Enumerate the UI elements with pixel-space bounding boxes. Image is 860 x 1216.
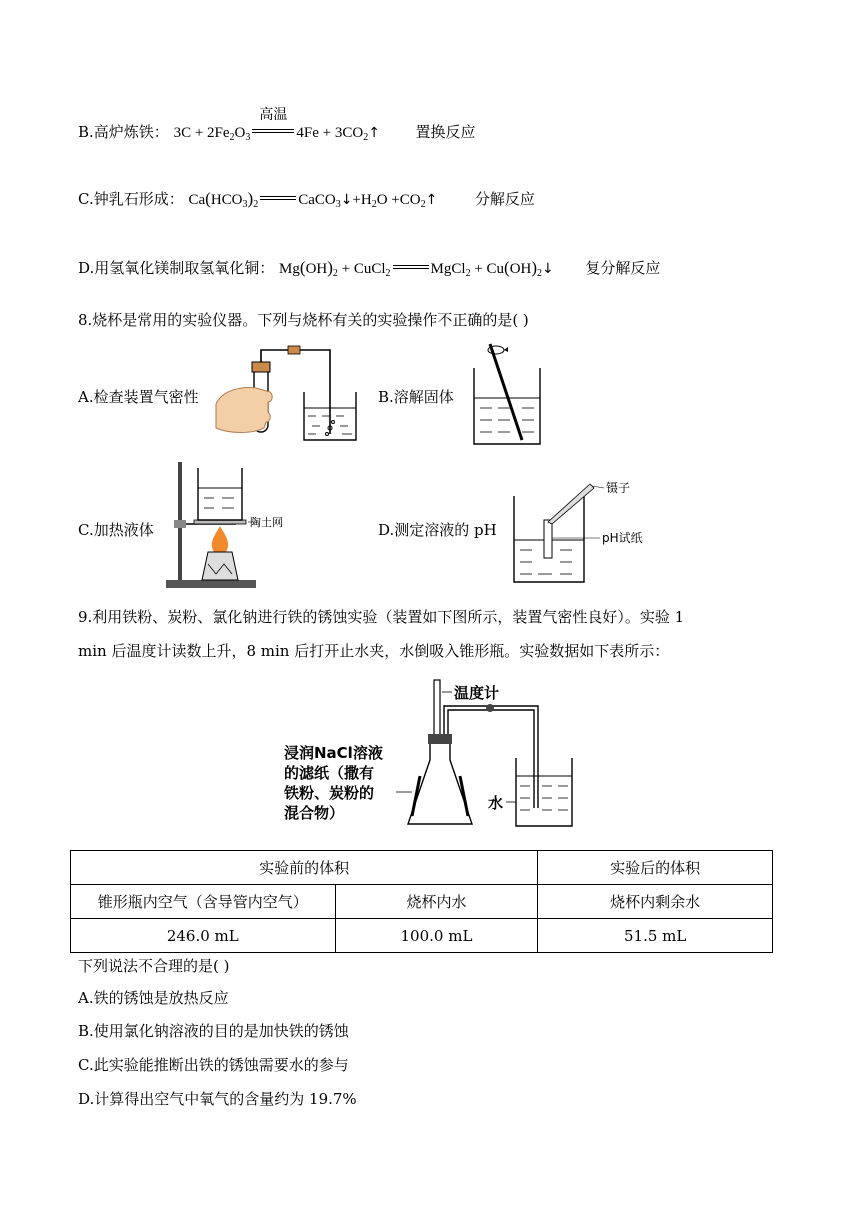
q7-c-equation: $Ca(HCO_3)_2$ $CaCO_3↓+H_2O$ $+CO_2↑$ bbox=[188, 189, 438, 210]
q9-data-table bbox=[70, 850, 773, 953]
q8-c-figure bbox=[162, 460, 302, 592]
q7-option-d bbox=[78, 258, 660, 284]
q9-option-d: D.计算得出空气中氧气的含量约为 19.7% bbox=[78, 1090, 357, 1108]
q7-b-type: 置换反应 bbox=[415, 123, 476, 141]
q9-paper-label-4: 混合物） bbox=[284, 804, 345, 822]
q8-d-figure bbox=[508, 474, 668, 586]
q7-d-label: D.用氢氧化镁制取氢氧化铜： bbox=[78, 259, 275, 277]
q9-water-label: 水 bbox=[488, 794, 504, 812]
q9-paper-label-3: 铁粉、炭粉的 bbox=[284, 784, 375, 802]
q7-option-b bbox=[78, 107, 476, 148]
table-row bbox=[71, 851, 773, 885]
q8-stem: 8.烧杯是常用的实验仪器。下列与烧杯有关的实验操作不正确的是( ) bbox=[78, 311, 529, 329]
q9-col-beaker-water: 烧杯内水 bbox=[335, 885, 538, 919]
q7-b-label: B.高炉炼铁： bbox=[78, 123, 169, 141]
q7-d-equation: $Mg(OH)_2$ + CuCl$_2$ MgCl$_2$ + $Cu(OH)_2↓$ bbox=[279, 258, 554, 279]
q8-d-tweezers-label: 镊子 bbox=[606, 481, 631, 495]
q9-stem-2: min 后温度计读数上升，8 min 后打开止水夹，水倒吸入锥形瓶。实验数据如下表所示： bbox=[78, 642, 670, 660]
q7-d-type: 复分解反应 bbox=[585, 259, 661, 277]
table-row bbox=[71, 919, 773, 953]
q9-paper-label-1: 浸润NaCl溶液 bbox=[284, 744, 383, 762]
q9-apparatus-figure bbox=[284, 676, 604, 834]
q9-option-b: B.使用氯化钠溶液的目的是加快铁的锈蚀 bbox=[78, 1022, 349, 1040]
q9-option-a: A.铁的锈蚀是放热反应 bbox=[78, 989, 229, 1007]
q8-option-b: B.溶解固体 bbox=[378, 388, 454, 406]
table-row bbox=[71, 885, 773, 919]
q8-d-paper-label: pH试纸 bbox=[602, 531, 643, 545]
q9-option-c: C.此实验能推断出铁的锈蚀需要水的参与 bbox=[78, 1056, 349, 1074]
q7-b-condition: 高温 bbox=[259, 107, 288, 123]
q7-c-type: 分解反应 bbox=[474, 190, 535, 208]
q8-a-figure bbox=[212, 342, 372, 446]
q9-value-remaining-water: 51.5 mL bbox=[538, 919, 773, 953]
q7-option-c bbox=[78, 189, 535, 215]
q9-col-remaining-water: 烧杯内剩余水 bbox=[538, 885, 773, 919]
q9-header-after: 实验后的体积 bbox=[538, 851, 773, 885]
q8-c-net-label: 陶土网 bbox=[250, 516, 283, 529]
q9-stem-1: 9.利用铁粉、炭粉、氯化钠进行铁的锈蚀实验（装置如下图所示，装置气密性良好）。实验 1 bbox=[78, 608, 685, 626]
q9-paper-label-2: 的滤纸（撒有 bbox=[284, 764, 375, 782]
q9-col-flask-air: 锥形瓶内空气（含导管内空气） bbox=[71, 885, 336, 919]
q7-b-equation: $3C + 2Fe_2O_3$ 高温 $4Fe + 3CO_2↑$ bbox=[173, 107, 380, 143]
q9-ask: 下列说法不合理的是( ) bbox=[78, 957, 230, 975]
q8-b-figure bbox=[468, 340, 548, 448]
q9-thermometer-label: 温度计 bbox=[454, 684, 500, 702]
q8-option-d: D.测定溶液的 pH bbox=[378, 521, 497, 539]
q8-option-a: A.检查装置气密性 bbox=[78, 388, 199, 406]
q9-value-flask-air: 246.0 mL bbox=[71, 919, 336, 953]
q9-header-before: 实验前的体积 bbox=[71, 851, 538, 885]
q9-value-beaker-water: 100.0 mL bbox=[335, 919, 538, 953]
q8-option-c: C.加热液体 bbox=[78, 521, 154, 539]
q7-c-label: C.钟乳石形成： bbox=[78, 190, 184, 208]
